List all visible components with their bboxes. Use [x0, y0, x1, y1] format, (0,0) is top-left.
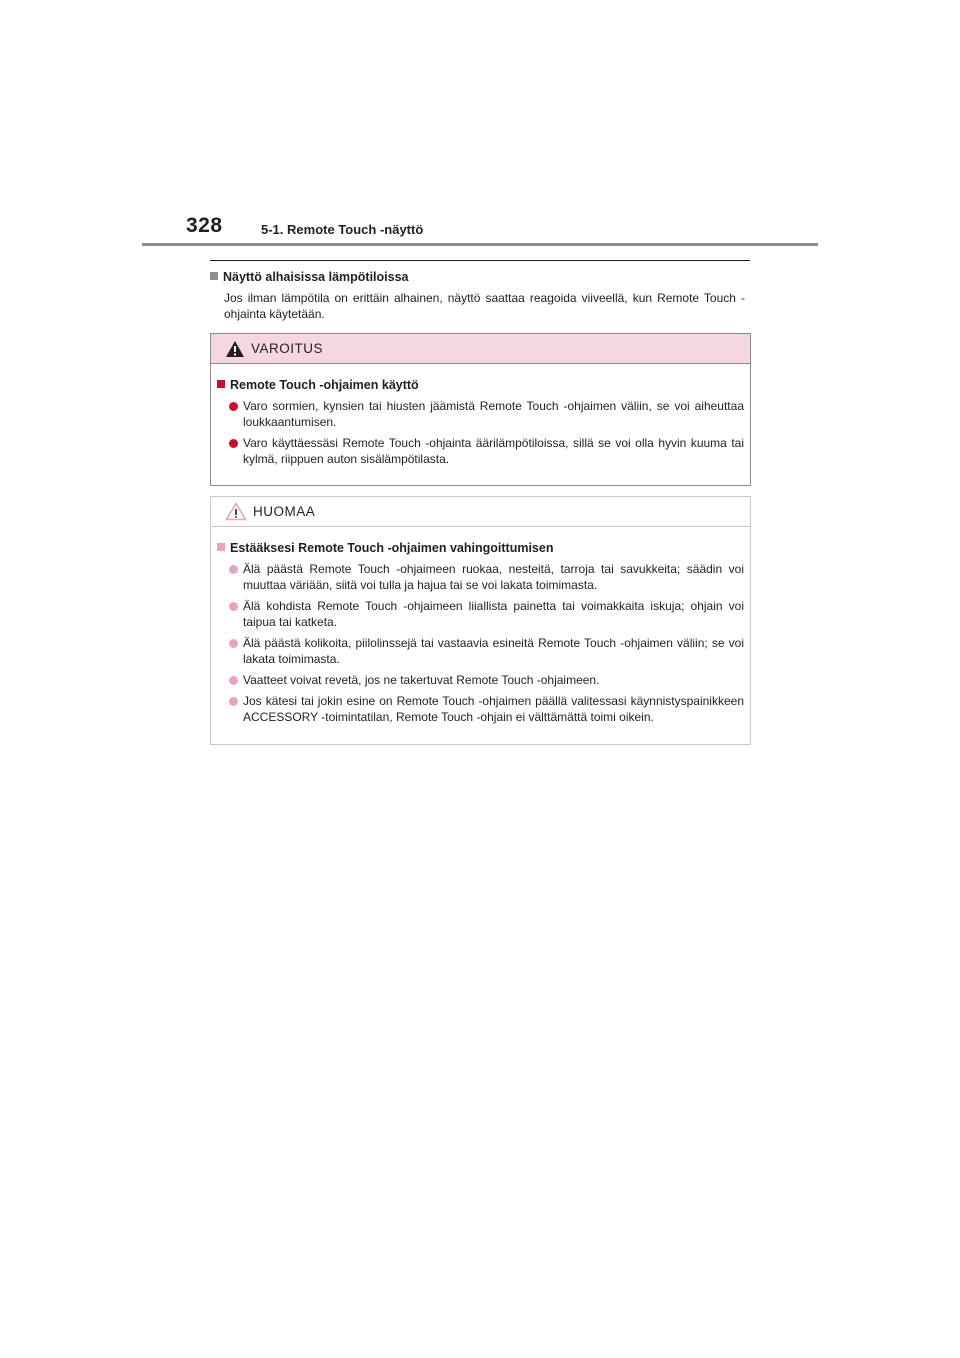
header-rule	[142, 243, 818, 246]
notice-box	[210, 496, 751, 745]
section-square-icon	[210, 272, 218, 280]
red-bullet-icon	[229, 439, 238, 448]
notice-bullet-text: Älä kohdista Remote Touch -ohjaimeen liiallista painetta tai voimakkaita iskuja; ohjain voi taipua tai katketa.	[243, 599, 744, 629]
warning-label: VAROITUS	[251, 341, 324, 356]
warning-subtitle-text: Remote Touch -ohjaimen käyttö	[230, 378, 419, 392]
notice-bullet-text: Älä päästä Remote Touch -ohjaimeen ruokaa, nesteitä, tarroja tai savukkeita; säädin voi muuttaa väriään, siitä voi tulla ja hajua tai se voi lakata toimimasta.	[243, 562, 744, 592]
red-bullet-icon	[229, 402, 238, 411]
notice-bullet-text: Jos kätesi tai jokin esine on Remote Touch -ohjaimen päällä valitessasi käynnistyspainikkeen ACCESSORY -toimintatilan, Remote Touch -ohjain ei välttämättä toimi oikein.	[243, 694, 744, 724]
warning-bullet-text: Varo käyttäessäsi Remote Touch -ohjainta äärilämpötiloissa, sillä se voi olla hyvin kuuma tai kylmä, riippuen auton sisälämpötilasta.	[243, 436, 744, 466]
page-number: 328	[186, 214, 223, 237]
low-temperature-title	[210, 270, 750, 284]
pink-bullet-icon	[229, 639, 238, 648]
notice-bullet	[217, 672, 744, 688]
notice-subtitle-text: Estääksesi Remote Touch -ohjaimen vahingoittumisen	[230, 541, 554, 555]
notice-square-icon	[217, 543, 225, 551]
warning-box-header	[211, 334, 750, 364]
notice-box-content	[211, 527, 750, 725]
notice-bullet	[217, 693, 744, 725]
warning-subtitle	[217, 378, 744, 392]
notice-bullet	[217, 598, 744, 630]
warning-bullet	[217, 398, 744, 430]
pink-bullet-icon	[229, 697, 238, 706]
low-temperature-title-text: Näyttö alhaisissa lämpötiloissa	[223, 270, 409, 284]
notice-bullet	[217, 635, 744, 667]
low-temperature-body: Jos ilman lämpötila on erittäin alhainen, näyttö saattaa reagoida viiveellä, kun Remote Touch -ohjainta käytetään.	[224, 291, 745, 321]
warning-box-content	[211, 364, 750, 467]
warning-bullet-text: Varo sormien, kynsien tai hiusten jäämistä Remote Touch -ohjaimen väliin, se voi aiheuttaa loukkaantumisen.	[243, 399, 744, 429]
notice-bullet-text: Vaatteet voivat revetä, jos ne takertuvat Remote Touch -ohjaimeen.	[243, 673, 600, 687]
pink-bullet-icon	[229, 676, 238, 685]
caution-triangle-outline-icon	[225, 502, 247, 521]
notice-box-header	[211, 497, 750, 527]
notice-label: HUOMAA	[253, 504, 316, 519]
header-section-title: 5-1. Remote Touch -näyttö	[261, 222, 424, 237]
pink-bullet-icon	[229, 602, 238, 611]
warning-box	[210, 333, 751, 486]
notice-bullet	[217, 561, 744, 593]
warning-square-icon	[217, 380, 225, 388]
low-temperature-section	[210, 270, 750, 322]
pink-bullet-icon	[229, 565, 238, 574]
content-top-rule	[210, 260, 750, 261]
notice-bullet-text: Älä päästä kolikoita, piilolinssejä tai vastaavia esineitä Remote Touch -ohjaimen väliin; se voi lakata toimimasta.	[243, 636, 744, 666]
warning-triangle-icon	[225, 340, 245, 358]
notice-subtitle	[217, 541, 744, 555]
warning-bullet	[217, 435, 744, 467]
